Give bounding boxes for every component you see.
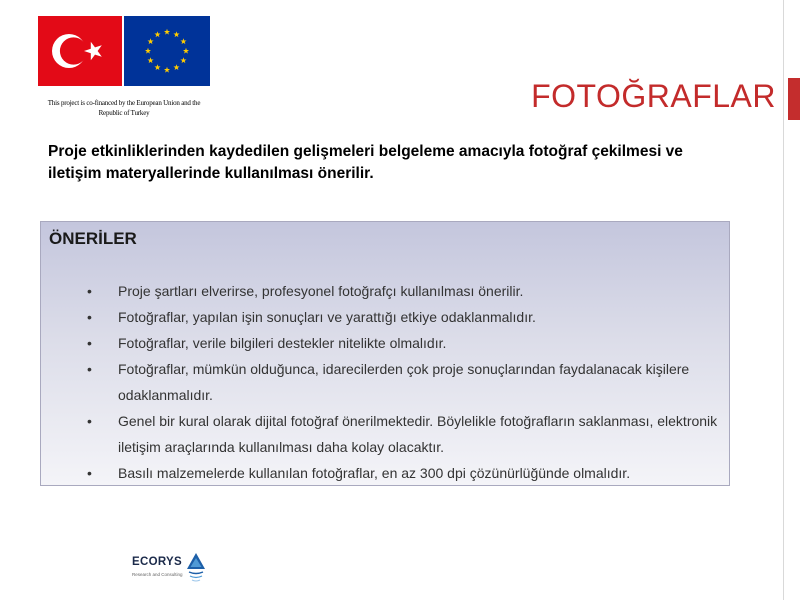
ecorys-logo	[132, 552, 222, 586]
bullet-icon: •	[87, 413, 92, 429]
bullet-icon: •	[87, 309, 92, 325]
accent-bar	[788, 78, 800, 120]
flags-logo	[38, 16, 210, 86]
bullet-icon: •	[87, 283, 92, 299]
list-item	[41, 356, 731, 408]
eu-flag-icon	[124, 16, 210, 86]
list-item	[41, 408, 731, 460]
cofinance-line-2: Republic of Turkey	[98, 109, 150, 117]
list-item-text: Fotoğraflar, mümkün olduğunca, idarecilerden çok proje sonuçlarından faydalanacak kişilere odaklanmalıdır.	[118, 361, 690, 403]
list-item-text: Proje şartları elverirse, profesyonel fotoğrafçı kullanılması önerilir.	[118, 283, 524, 299]
list-item-text: Fotoğraflar, yapılan işin sonuçları ve yarattığı etkiye odaklanmalıdır.	[118, 309, 536, 325]
bullet-icon: •	[87, 465, 92, 481]
list-item	[41, 304, 731, 330]
recommendations-heading: ÖNERİLER	[49, 229, 137, 248]
recommendations-box	[40, 221, 730, 486]
list-item-text: Genel bir kural olarak dijital fotoğraf önerilmektedir. Böylelikle fotoğrafların saklanması, elektronik iletişim araçlarında kullanılması daha kolay olacaktır.	[118, 413, 718, 455]
page-title: FOTOĞRAFLAR	[531, 78, 776, 114]
list-item-text: Basılı malzemelerde kullanılan fotoğraflar, en az 300 dpi çözünürlüğünde olmalıdır.	[118, 465, 631, 481]
list-item	[41, 278, 731, 304]
bullet-icon: •	[87, 361, 92, 377]
recommendations-list	[41, 278, 731, 486]
ecorys-tagline: Research and Consulting	[132, 572, 183, 577]
slide-edge-rule	[783, 0, 784, 600]
ecorys-name: ECORYS	[132, 556, 182, 568]
list-item-text: Fotoğraflar, verile bilgileri destekler nitelikte olmalıdır.	[118, 335, 447, 351]
cofinance-line-1: This project is co-financed by the European Union and the	[47, 99, 201, 107]
ecorys-mark-icon	[186, 552, 206, 582]
cofinance-note	[28, 98, 220, 118]
list-item	[41, 460, 731, 486]
turkey-flag-icon	[38, 16, 122, 86]
bullet-icon: •	[87, 335, 92, 351]
list-item	[41, 330, 731, 356]
intro-paragraph: Proje etkinliklerinden kaydedilen gelişmeleri belgeleme amacıyla fotoğraf çekilmesi ve iletişim materyallerinde kullanılması önerilir.	[48, 143, 683, 182]
